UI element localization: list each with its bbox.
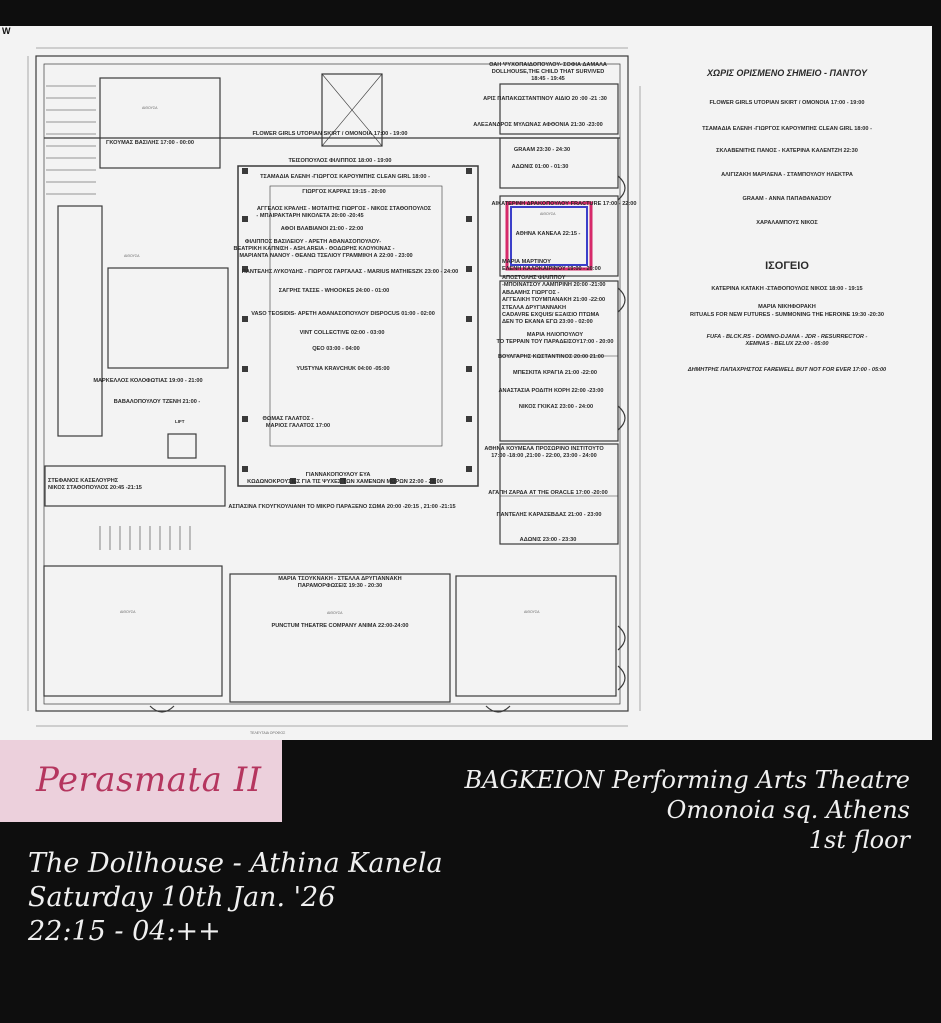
room-label: PUNCTUM THEATRE COMPANY ΑΝΙΜΑ 22:00-24:00 bbox=[271, 623, 409, 629]
hall-label: VASO TEOSIDIS- ΑΡΕΤΗ ΑΘΑΝΑΣΟΠΟΥΛΟΥ DISPOCUS 01:00 - 02:00 bbox=[251, 311, 435, 317]
room-label: ΑΓΑΠΗ ΖΑΡΔΑ AT THE ORACLE 17:00 -20:00 bbox=[488, 490, 608, 496]
room-label: 18:45 - 19:45 bbox=[531, 76, 565, 82]
room-label: ΝΙΚΟΣ ΓΚΙΚΑΣ 23:00 - 24:00 bbox=[518, 404, 594, 410]
highlight-room-tag: ΑΙΘΟΥΣΑ bbox=[540, 212, 556, 216]
room-label: ΘΑΗ ΨΥΧΟΠΑΙΔΟΠΟΥΛΟΥ- ΣΟΦΙΑ ΔΑΜΑΛΑ bbox=[489, 62, 607, 68]
hall-label: - ΜΠΑΙΡΑΚΤΑΡΗ ΝΙΚΟΛΕΤΑ 20:00 -20:45 bbox=[256, 213, 364, 219]
room-label: ΣΤΕΛΛΑ ΔΡΥΓΙΑΝΝΑΚΗ bbox=[502, 305, 566, 311]
hall-label: VINT COLLECTIVE 02:00 - 03:00 bbox=[299, 330, 385, 336]
venue-location: Omonoia sq. Athens bbox=[666, 796, 910, 824]
room-label: 17:00 -18:00 ,21:00 - 22:00, 23:00 - 24:00 bbox=[491, 453, 597, 459]
room-tag: ΑΙΘΟΥΣΑ bbox=[120, 610, 136, 614]
room-tag: ΑΙΘΟΥΣΑ bbox=[124, 254, 140, 258]
hall-label: ΤΕΙΣΟΠΟΥΛΟΣ ΦΙΛΙΠΠΟΣ 18:00 - 19:00 bbox=[288, 158, 392, 164]
venue-name: BAGKEION Performing Arts Theatre bbox=[464, 766, 910, 794]
legend-item: ΣΚΛΑΒΕΝΙΤΗΣ ΠΑΝΟΣ - ΚΑΤΕΡΙΝΑ ΚΑΛΕΝΤΖΗ 22:30 bbox=[716, 148, 858, 154]
hall-label: QEO 03:00 - 04:00 bbox=[312, 346, 360, 352]
room-label: ΜΑΡΙΑ ΜΑΡΤΙΝΟΥ bbox=[502, 259, 551, 265]
hall-label: ΘΩΜΑΣ ΓΑΛΑΤΟΣ - bbox=[262, 416, 314, 422]
event-series-title: Perasmata II bbox=[36, 760, 262, 800]
legend-item: ΧΑΡΑΛΑΜΠΟΥΣ ΝΙΚΟΣ bbox=[756, 220, 818, 226]
hall-label: ΓΙΩΡΓΟΣ ΚΑΡΡΑΣ 19:15 - 20:00 bbox=[302, 189, 386, 195]
title-box bbox=[0, 740, 282, 822]
footer-tiny: ΤΕΛΕΥΤΑΙΑ ΟΡΟΦΟΣ bbox=[250, 731, 286, 735]
room-label: ΠΑΝΤΕΛΗΣ ΚΑΡΑΣΕΒΔΑΣ 21:00 - 23:00 bbox=[496, 512, 602, 518]
room-label: ΑΠΟΣΤΟΛΗΣ ΦΙΛΙΠΠΟΥ bbox=[502, 275, 566, 281]
hall-label: ΜΑΡΙΑΝΤΑ ΝΑΝΟΥ - ΘΕΑΝΩ ΤΣΕΛΙΟΥ ΓΡΑΜΜΙΚΗ Α 22:00 - 23:00 bbox=[239, 253, 413, 259]
legend-item: FUFA - BLCK.RS - DOMINO-DJANA - JDR - RESURRECTOR - bbox=[706, 334, 868, 340]
room-label: GRAAM 23:30 - 24:30 bbox=[513, 147, 571, 153]
hall-label: ΣΑΓΡΗΣ ΤΑΣΣΕ - WHOOKES 24:00 - 01:00 bbox=[278, 288, 390, 294]
legend-heading: ΧΩΡΙΣ ΟΡΙΣΜΕΝΟ ΣΗΜΕΙΟ - ΠΑΝΤΟΥ bbox=[707, 68, 867, 78]
room-label: ΠΑΡΑΜΟΡΦΩΣΕΙΣ 19:30 - 20:30 bbox=[297, 583, 383, 589]
room-label: ΑΝΑΣΤΑΣΙΑ ΡΟΔΙΤΗ ΚΟΡΗ 22:00 -23:00 bbox=[498, 388, 604, 394]
venue-floor: 1st floor bbox=[808, 826, 910, 854]
legend-item: RITUALS FOR NEW FUTURES - SUMMONING THE HEROINE 19:30 -20:30 bbox=[690, 312, 884, 318]
room-label: CADAVRE EXQUIS/ ΕΞΑΙΣΙΟ ΠΤΩΜΑ bbox=[502, 312, 600, 318]
room-label: DOLLHOUSE,THE CHILD THAT SURVIVED bbox=[491, 69, 605, 75]
legend-item: FLOWER GIRLS UTOPIAN SKIRT / ΟΜΟΝΟΙΑ 17:00 - 19:00 bbox=[709, 100, 865, 106]
hall-label: ΒΕΑΤΡΙΚΗ ΚΑΠΝΙΣΗ - ASH.AREIA - ΘΟΔΩΡΗΣ ΚΛΟΥΚΙΝΑΣ - bbox=[233, 246, 395, 252]
hall-label: ΓΙΑΝΝΑΚΟΠΟΥΛΟΥ ΕΥΑ bbox=[305, 472, 371, 478]
floor-plan bbox=[0, 26, 932, 740]
legend-item: ΔΗΜΗΤΡΗΣ ΠΑΠΑΧΡΗΣΤΟΣ FAREWELL BUT NOT FOR EVER 17:00 - 05:00 bbox=[687, 367, 887, 373]
room-label: ΜΑΡΚΕΛΛΟΣ ΚΟΛΟΦΩΤΙΑΣ 19:00 - 21:00 bbox=[93, 378, 203, 384]
athina-kanela-label: ΑΘΗΝΑ ΚΑΝΕΛΑ 22:15 - bbox=[515, 231, 581, 237]
event-date: Saturday 10th Jan. '26 bbox=[28, 882, 336, 913]
room-label: ΝΙΚΟΣ ΣΤΑΘΟΠΟΥΛΟΣ 20:45 -21:15 bbox=[48, 485, 142, 491]
legend-item: ΤΣΑΜΑΔΙΑ ΕΛΕΝΗ -ΓΙΩΡΓΟΣ ΚΑΡΟΥΜΠΗΣ CLEAN GIRL 18:00 - bbox=[702, 126, 872, 132]
corner-mark: W bbox=[2, 26, 11, 36]
legend-item: XEMNAS - BELUX 22:00 - 05:00 bbox=[745, 341, 829, 347]
event-title: The Dollhouse - Athina Kanela bbox=[28, 848, 443, 879]
room-label: ΑΔΩΝΙΣ 23:00 - 23:30 bbox=[519, 537, 577, 543]
room-label: ΕΛΕΝΗ ΚΑΛΟΚΑΙΡΙΝΟΥ 19:00 - 20:00 bbox=[502, 266, 601, 272]
legend-item: ΑΛΙΓΙΖΑΚΗ ΜΑΡΙΛΕΝΑ - ΣΤΑΜΠΟΥΛΟΥ ΗΛΕΚΤΡΑ bbox=[721, 172, 853, 178]
hall-label: FLOWER GIRLS UTOPIAN SKIRT / ΟΜΟΝΟΙΑ 17:00 - 19:00 bbox=[252, 131, 408, 137]
room-label: ΜΑΡΙΑ ΗΛΙΟΠΟΥΛΟΥ bbox=[526, 332, 584, 338]
room-label: ΑΔΩΝΙΣ 01:00 - 01:30 bbox=[511, 164, 569, 170]
hall-label: ΑΓΓΕΛΟΣ ΚΡΑΛΗΣ - ΜΟΤΑΙΤΗΣ ΓΙΩΡΓΟΣ - ΝΙΚΟΣ ΣΤΑΘΟΠΟΥΛΟΣ bbox=[256, 206, 432, 212]
room-label: ΑΛΕΞΑΝΔΡΟΣ ΜΥΛΩΝΑΣ ΑΦΘΟΝΙΑ 21:30 -23:00 bbox=[473, 122, 603, 128]
room-label: ΒΟΥΛΓΑΡΗΣ ΚΩΣΤΑΝΤΙΝΟΣ 20:00 21:00 bbox=[497, 354, 605, 360]
hall-label: ΑΣΠΑΣΙΝΑ ΓΚΟΥΓΚΟΥΛΙΑΝΗ ΤΟ ΜΙΚΡΟ ΠΑΡΑΞΕΝΟ ΣΩΜΑ 20:00 -20:15 , 21:00 -21:15 bbox=[228, 504, 456, 510]
room-tag: ΑΙΘΟΥΣΑ bbox=[142, 106, 158, 110]
room-tag: ΑΙΘΟΥΣΑ bbox=[524, 610, 540, 614]
legend-item: ΚΑΤΕΡΙΝΑ ΚΑΤΑΚΗ -ΣΤΑΘΟΠΟΥΛΟΣ ΝΙΚΟΣ 18:00 - 19:15 bbox=[711, 286, 863, 292]
hall-label: ΜΑΡΙΟΣ ΓΑΛΑΤΟΣ 17:00 bbox=[265, 423, 331, 429]
room-label: ΔΕΝ ΤΟ ΕΚΑΝΑ ΕΓΩ 23:00 - 02:00 bbox=[502, 319, 593, 325]
room-label: ΤΟ ΤΕΡΡΑΙΝ ΤΟΥ ΠΑΡΑΔΕΙΣΟΥ17:00 - 20:00 bbox=[496, 339, 614, 345]
hall-label: ΚΩΔΩΝΟΚΡΟΥΣΙΕΣ ΓΙΑ ΤΙΣ ΨΥΧΕΣ ΤΩΝ ΧΑΜΕΝΩΝ ΜΟΡΩΝ 22:00 - 23:00 bbox=[247, 479, 443, 485]
legend-item: ΜΑΡΙΑ ΝΙΚΗΦΟΡΑΚΗ bbox=[758, 304, 816, 310]
room-label: ΑΒΔΑΜΗΣ ΓΙΩΡΓΟΣ - bbox=[502, 290, 560, 296]
room-label: -ΜΠΟΙΝΑΤΣΟΥ ΛΑΜΠΡΙΝΗ 20:00 -21:00 bbox=[502, 282, 606, 288]
room-label: ΑΡΙΣ ΠΑΠΑΚΩΣΤΑΝΤΙΝΟΥ ΑΙΔΙΟ 20 :00 -21 :30 bbox=[483, 96, 607, 102]
room-label: ΑΘΗΝΑ ΚΟΥΜΕΛΑ ΠΡΟΣΩΡΙΝΟ ΙΝΣΤΙΤΟΥΤΟ bbox=[484, 446, 604, 452]
hall-label: ΠΑΝΤΕΛΗΣ ΛΥΚΟΥΔΗΣ - ΓΙΩΡΓΟΣ ΓΑΡΓΑΛΑΣ - MARIUS MATHIESZK 23:00 - 24:00 bbox=[241, 269, 459, 275]
room-label: ΒΑΒΑΛΟΠΟΥΛΟΥ ΤΖΕΝΗ 21:00 - bbox=[113, 399, 201, 405]
hall-label: ΦΙΛΙΠΠΟΣ ΒΑΣΙΛΕΙΟΥ - ΑΡΕΤΗ ΑΘΑΝΑΣΟΠΟΥΛΟΥ- bbox=[244, 239, 382, 245]
hall-label: YUSTYNA KRAVCHUK 04:00 -05:00 bbox=[296, 366, 390, 372]
event-time: 22:15 - 04:++ bbox=[28, 916, 221, 947]
room-label: ΜΑΡΙΑ ΤΣΟΥΚΝΑΚΗ - ΣΤΕΛΛΑ ΔΡΥΓΙΑΝΝΑΚΗ bbox=[278, 576, 402, 582]
room-label: ΜΠΕΣΚΙΤΑ ΚΡΑΓΙΑ 21:00 -22:00 bbox=[513, 370, 597, 376]
lift-label: LIFT bbox=[175, 419, 185, 424]
room-label: ΑΙΚΑΤΕΡΙΝΗ ΔΡΑΚΟΠΟΥΛΟΥ FRACTURE 17:00 - 22:00 bbox=[491, 201, 637, 207]
room-label: ΑΓΓΕΛΙΚΗ ΤΟΥΜΠΑΝΑΚΗ 21:00 -22:00 bbox=[502, 297, 606, 303]
room-label: ΓΚΟΥΜΑΣ ΒΑΣΙΛΗΣ 17:00 - 00:00 bbox=[106, 140, 194, 146]
room-label: ΣΤΕΦΑΝΟΣ ΚΑΣΕΛΟΥΡΗΣ bbox=[48, 478, 119, 484]
room-tag: ΑΙΘΟΥΣΑ bbox=[327, 611, 343, 615]
hall-label: ΤΣΑΜΑΔΙΑ ΕΛΕΝΗ -ΓΙΩΡΓΟΣ ΚΑΡΟΥΜΠΗΣ CLEAN GIRL 18:00 - bbox=[260, 174, 430, 180]
legend-item: GRAAM - ΑΝΝΑ ΠΑΠΑΘΑΝΑΣΙΟΥ bbox=[742, 196, 832, 202]
hall-label: ΑΦΟΙ ΒΛΑΒΙΑΝΟΙ 21:00 - 22:00 bbox=[280, 226, 364, 232]
ground-floor-heading: ΙΣΟΓΕΙΟ bbox=[765, 260, 809, 272]
